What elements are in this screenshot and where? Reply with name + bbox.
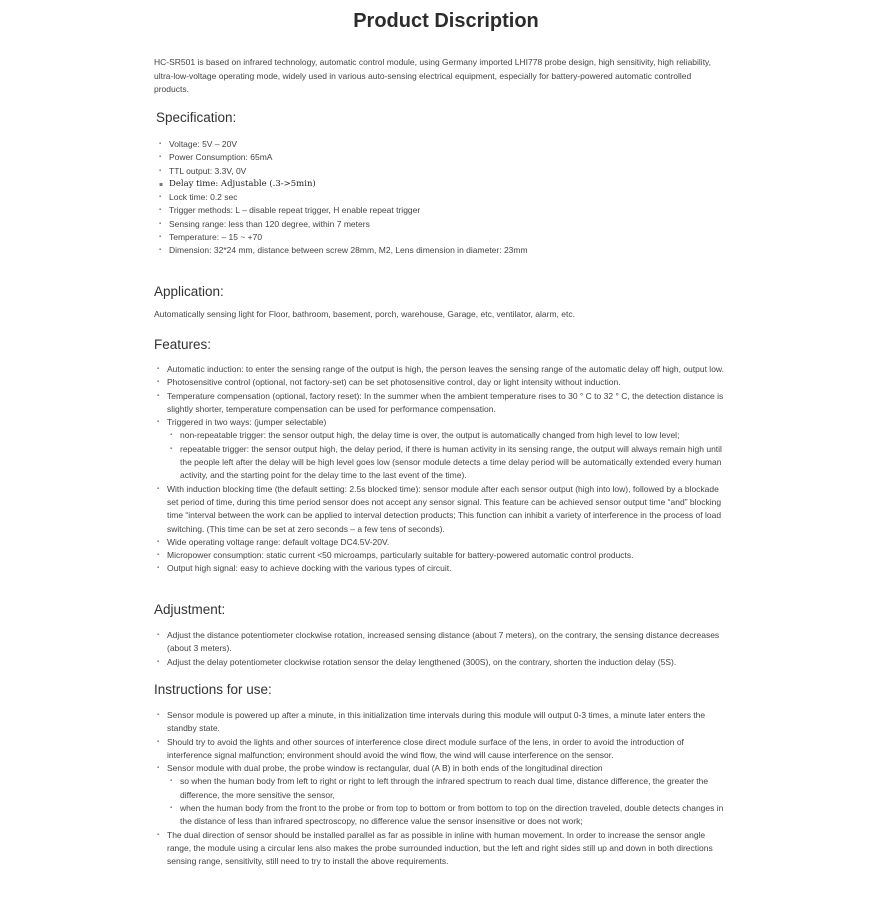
features-list xyxy=(154,363,724,576)
instructions-list xyxy=(154,709,724,869)
specification-section xyxy=(156,109,726,258)
probe-sublist xyxy=(167,775,724,828)
list-item: ▪ Temperature compensation (optional, factory reset): In the summer when the ambient temperature rises to 30 ° C to 32 ° C, the detection distance is slightly shorter, temperature compensation can be used for performance compensation. xyxy=(154,390,724,417)
list-item: ▪ Voltage: 5V – 20V xyxy=(156,138,726,151)
list-item: ▪ Adjust the delay potentiometer clockwise rotation sensor the delay lengthened (300S), on the contrary, shorten the induction delay (5S). xyxy=(154,656,724,669)
list-item: ▪ Lock time: 0.2 sec xyxy=(156,191,726,204)
list-item: ▪ Automatic induction: to enter the sensing range of the output is high, the person leaves the sensing range of the automatic delay off high, output low. xyxy=(154,363,724,376)
list-item xyxy=(154,762,724,828)
specification-list xyxy=(156,138,726,258)
application-text: Automatically sensing light for Floor, bathroom, basement, porch, warehouse, Garage, etc, ventilator, alarm, etc. xyxy=(154,309,575,319)
dual-probe-label: Sensor module with dual probe, the probe window is rectangular, dual (A B) in both ends of the longitudinal direction xyxy=(167,763,603,774)
list-item: ▪ when the human body from the front to the probe or from top to bottom or from bottom to top on the direction traveled, double detects changes in the distance of less than infrared spectroscopy, no difference value the sensor insensitive or does not work; xyxy=(167,802,724,829)
list-item: ▪ Photosensitive control (optional, not factory-set) can be set photosensitive control, day or light intensity without induction. xyxy=(154,376,724,389)
instructions-section xyxy=(154,681,724,869)
list-item: ▪ repeatable trigger: the sensor output high, the delay period, if there is human activity in its sensing range, the output will always remain high until the people left after the delay will be high level goes low (sensor module detects a time delay period will be automatically extended every human activity, and the starting point for the delay time to the last event of the time). xyxy=(167,443,724,483)
list-item: ▪ Micropower consumption: static current <50 microamps, particularly suitable for battery-powered automatic control products. xyxy=(154,549,724,562)
trigger-sublist xyxy=(167,429,724,482)
adjustment-heading: Adjustment: xyxy=(154,602,226,617)
list-item: ▪ The dual direction of sensor should be installed parallel as far as possible in inline with human movement. In order to increase the sensor angle range, the module using a circular lens also makes the probe surrounded induction, but the left and right sides still up and down in both directions sensing range, sensitivity, still need to try to install the above requirements. xyxy=(154,829,724,869)
list-item: ▪ Wide operating voltage range: default voltage DC4.5V-20V. xyxy=(154,536,724,549)
intro-paragraph: HC-SR501 is based on infrared technology, automatic control module, using Germany imported LHI778 probe design, high sensitivity, high reliability, ultra-low-voltage operating mode, widely used in various auto-sensing electrical equipment, especially for battery-powered automatic controlled products. xyxy=(154,57,712,94)
specification-heading: Specification: xyxy=(156,110,237,125)
list-item: ▪ TTL output: 3.3V, 0V xyxy=(156,165,726,178)
list-item: ▪ Output high signal: easy to achieve docking with the various types of circuit. xyxy=(154,562,724,575)
list-item: ▪ non-repeatable trigger: the sensor output high, the delay time is over, the output is automatically changed from high level to low level; xyxy=(167,429,724,442)
list-item: ▪ so when the human body from left to right or right to left through the infrared spectrum to reach dual time, distance difference, the greater the difference, the more sensitive the sensor, xyxy=(167,775,724,802)
list-item: ▪ Delay time: Adjustable (.3->5min) xyxy=(156,178,726,191)
application-section xyxy=(154,283,724,322)
adjustment-section xyxy=(154,601,724,669)
trigger-methods-label: Triggered in two ways: (jumper selectable) xyxy=(167,417,327,428)
list-item: ▪ Should try to avoid the lights and other sources of interference close direct module surface of the lens, in order to avoid the introduction of interference signal malfunction; environment should avoid the wind flow, the wind will cause interference on the sensor. xyxy=(154,736,724,763)
instructions-heading: Instructions for use: xyxy=(154,682,272,697)
features-heading: Features: xyxy=(154,337,212,352)
list-item: ▪ Temperature: – 15 ~ +70 xyxy=(156,231,726,244)
features-section xyxy=(154,336,724,576)
list-item: ▪ With induction blocking time (the default setting: 2.5s blocked time): sensor module after each sensor output (high into low), followed by a blockade set period of time, during this time period sensor does not accept any sensor signal. This feature can be achieved sensor output time “and” blocking time “interval between the work can be applied to interval detection products; This function can inhibit a variety of interference in the process of load switching. (This time can be set at zero seconds – a few tens of seconds). xyxy=(154,483,724,536)
list-item xyxy=(154,416,724,482)
application-heading: Application: xyxy=(154,284,224,299)
list-item: ▪ Sensor module is powered up after a minute, in this initialization time intervals during this module will output 0-3 times, a minute later enters the standby state. xyxy=(154,709,724,736)
list-item: ▪ Power Consumption: 65mA xyxy=(156,151,726,164)
list-item: ▪ Dimension: 32*24 mm, distance between screw 28mm, M2, Lens dimension in diameter: 23mm xyxy=(156,244,726,257)
list-item: ▪ Sensing range: less than 120 degree, within 7 meters xyxy=(156,218,726,231)
page-title: Product Discription xyxy=(353,10,539,32)
list-item: ▪ Trigger methods: L – disable repeat trigger, H enable repeat trigger xyxy=(156,204,726,217)
list-item: ▪ Adjust the distance potentiometer clockwise rotation, increased sensing distance (about 7 meters), on the contrary, the sensing distance decreases (about 3 meters). xyxy=(154,629,724,656)
adjustment-list xyxy=(154,629,724,669)
